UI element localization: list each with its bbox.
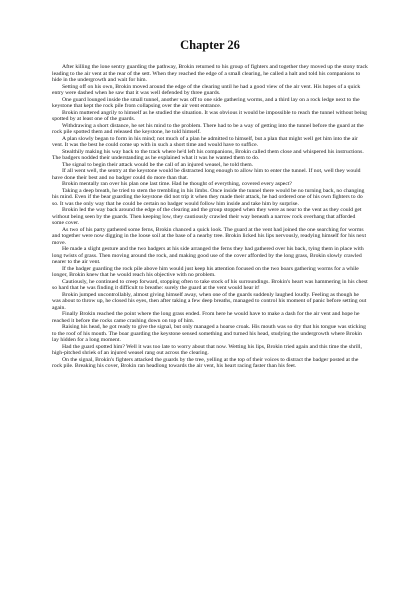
paragraph: Cautiously, he continued to creep forward, stopping often to take stock of his surroundings. Brokin's heart was hammering in his chest so hard that he was finding it difficult to breathe: surely the guard at the vent would hear it! xyxy=(52,278,368,291)
paragraph: Taking a deep breath, he tried to stem the trembling in his limbs. Once inside the tunnel there would be no turning back, no changing his mind. Even if the bear guarding the keystone did not trip it when they made their attack, he had ordered one of his own fighters to do so. It was the only way that he could be certain no badger would follow him inside and take him by surprise. xyxy=(52,187,365,207)
paragraph: Brokin muttered angrily to himself as he studied the situation. It was obvious it would be impossible to reach the tunnel without being spotted by at least one of the guards. xyxy=(52,109,368,122)
chapter-body xyxy=(52,64,368,370)
paragraph: Had the guard spotted him? Well it was too late to worry about that now. Wetting his lips, Brokin tried again and this time the shrill, high-pitched shriek of an injured weasel rang out across the clearing. xyxy=(52,343,362,356)
paragraph: He made a slight gesture and the two badgers at his side arranged the ferns they had gathered over his back, tying them in place with long twists of grass. Then moving around the rock, and making good use of the cover afforded by the long grass, Brokin slowly crawled nearer to the air vent. xyxy=(52,246,364,265)
paragraph: Raising his head, he got ready to give the signal, but only managed a hoarse croak. His mouth was so dry that his tongue was sticking to the roof of his mouth. The boar guarding the keystone sensed something and turned his head, studying the undergrowth where Brokin lay hidden for a long moment. xyxy=(52,324,366,343)
paragraph: After killing the lone sentry guarding the pathway, Brokin returned to his group of fighters and together they moved up the stony track leading to the air vent at the rear of the sett. When they reached the edge of a small clearing, he called a halt and told his companions to hide in the undergrowth and wait for him. xyxy=(52,64,368,83)
paragraph: The signal to begin their attack would be the call of an injured weasel, he told them. xyxy=(62,161,254,168)
paragraph: Stealthily making his way back to the track where he'd left his companions, Brokin called them close and whispered his instructions. The badgers nodded their understanding as he explained what it was he wanted them to do. xyxy=(52,148,364,161)
paragraph: If the badger guarding the rock pile above him would just keep his attention focused on the two boars gathering worms for a while longer, Brokin knew that he would reach his objective with no problem. xyxy=(52,265,359,278)
paragraph: Finally Brokin reached the point where the long grass ended. From here he would have to make a dash for the air vent and hope he reached it before the rocks came crashing down on top of him. xyxy=(52,311,360,324)
paragraph: If all went well, the sentry at the keystone would be distracted long enough to allow him to enter the tunnel. If not, well they would have done their best and no badger could do more than that. xyxy=(52,168,361,181)
paragraph: As two of his party gathered some ferns, Brokin chanced a quick look. The guard at the vent had joined the one searching for worms and together were now digging in the loose soil at the base of a nearby tree. Brokin licked his lips nervously, readying himself for his next move. xyxy=(52,226,367,246)
paragraph: Brokin led the way back around the edge of the clearing and the group stopped when they were as near to the vent as they could get without being seen by the guards. Then keeping low, they cautiously crawled their way beneath a narrow rock overhang that afforded some cover. xyxy=(52,207,362,226)
paragraph: One guard lounged inside the small tunnel, another was off to one side gathering worms, and a third lay on a rock ledge next to the keystone that kept the rock pile from collapsing over the air vent entrance. xyxy=(52,96,360,109)
paragraph: A plan slowly began to form in his mind; not much of a plan he admitted to himself, but a plan that might well get him into the air vent. It was the best he could come up with in such a short time and would have to suffice. xyxy=(52,135,358,148)
chapter-title: Chapter 26 xyxy=(180,38,240,52)
paragraph: Withdrawing a short distance, he set his mind to the problem. There had to be a way of getting into the tunnel before the guard at the rock pile spotted them and released the keystone, he told himself. xyxy=(52,122,364,135)
paragraph: Brokin jumped uncontrollably, almost giving himself away, when one of the guards suddenly laughed loudly. Feeling as though he was about to throw up, he closed his eyes, then after taking a few deep breaths, managed to control his moment of panic before setting out again. xyxy=(52,291,367,311)
paragraph: On the signal, Brokin's fighters attacked the guards by the tree, yelling at the top of their voices to distract the badger posted at the rock pile. Breaking his cover, Brokin ran headlong towards the air vent, his heart racing faster than his feet. xyxy=(52,356,359,369)
paragraph: Brokin mentally ran over his plan one last time. Had he thought of everything, covered every aspect? xyxy=(62,181,292,187)
paragraph: Setting off on his own, Brokin moved around the edge of the clearing until he had a good view of the air vent. His hopes of a quick entry were dashed when he saw that it was well defended by three guards. xyxy=(52,83,361,96)
